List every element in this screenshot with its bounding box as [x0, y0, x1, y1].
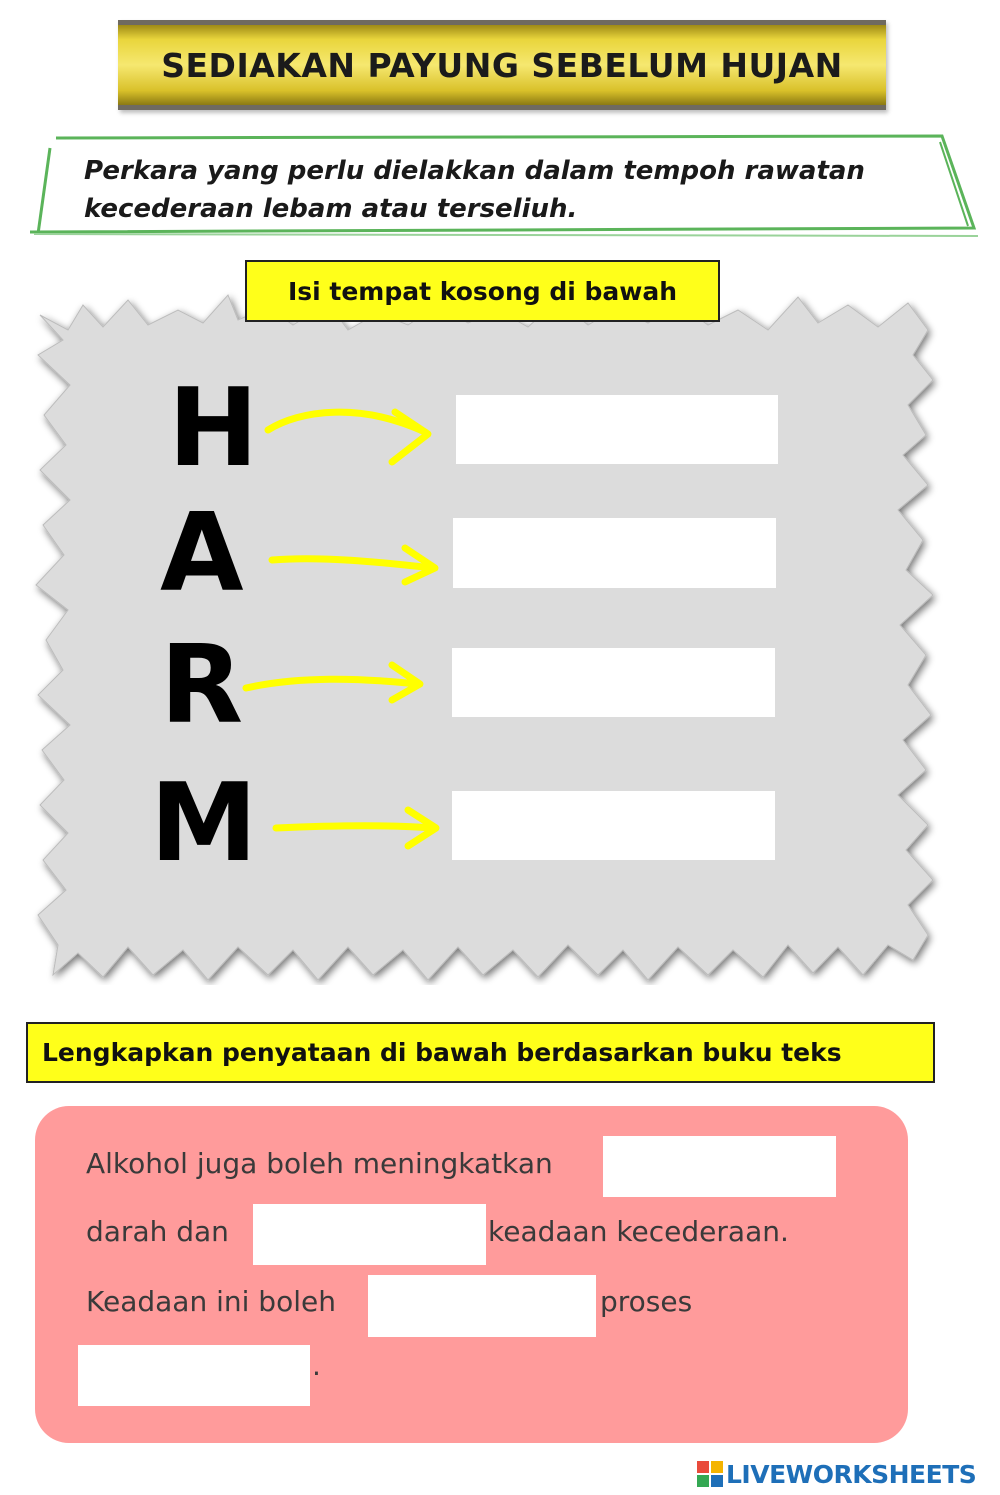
letter-m: M: [150, 761, 258, 886]
blank-4[interactable]: [78, 1345, 310, 1406]
answer-box-a[interactable]: [453, 518, 776, 588]
answer-box-r[interactable]: [452, 648, 775, 717]
statement-line-2-end: keadaan kecederaan.: [488, 1215, 789, 1248]
blank-1[interactable]: [603, 1136, 836, 1197]
blank-3[interactable]: [368, 1275, 596, 1337]
fill-in-label: Isi tempat kosong di bawah: [245, 260, 720, 322]
answer-box-h[interactable]: [456, 395, 778, 464]
statement-line-4-end: .: [312, 1349, 321, 1382]
instruction-line-1: Perkara yang perlu dielakkan dalam tempoh rawatan: [84, 156, 865, 186]
arrow-a: [272, 559, 432, 568]
liveworksheets-logo-icon: [697, 1461, 723, 1487]
instruction-line-2: kecederaan lebam atau terseliuh.: [84, 194, 578, 224]
letter-a: A: [160, 491, 244, 616]
blank-2[interactable]: [253, 1204, 486, 1265]
brand-name: LIVEWORKSHEETS: [726, 1459, 977, 1489]
statement-line-2-start: darah dan: [86, 1215, 229, 1248]
letter-r: R: [160, 623, 244, 748]
letter-h: H: [168, 366, 259, 491]
page-title: SEDIAKAN PAYUNG SEBELUM HUJAN: [161, 45, 843, 85]
answer-box-m[interactable]: [452, 791, 775, 860]
statement-line-3-end: proses: [600, 1285, 693, 1318]
arrow-r: [246, 679, 418, 688]
statement-line-1: Alkohol juga boleh meningkatkan: [86, 1147, 553, 1180]
brand-footer: [697, 1458, 976, 1490]
complete-statement-label: Lengkapkan penyataan di bawah berdasarkan buku teks: [26, 1022, 935, 1083]
arrow-m: [276, 826, 434, 828]
statement-line-3-start: Keadaan ini boleh: [86, 1285, 336, 1318]
